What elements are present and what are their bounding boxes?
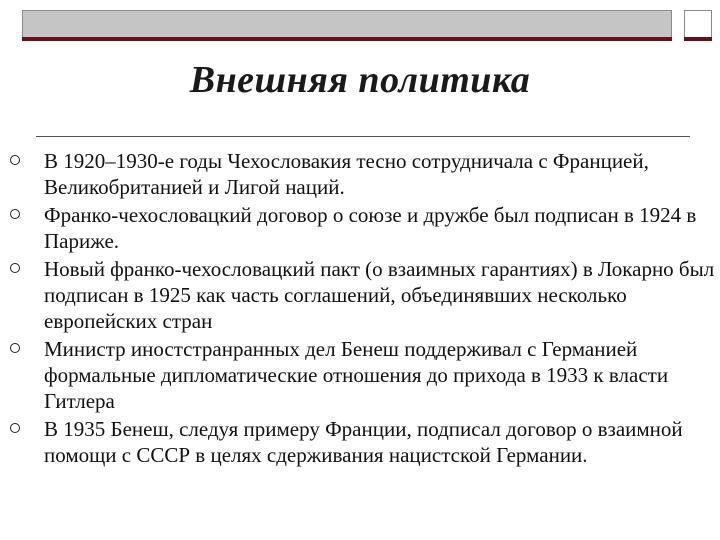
circle-bullet-icon — [10, 263, 20, 273]
bullet-list — [10, 148, 715, 470]
corner-accent-line — [684, 37, 712, 41]
circle-bullet-icon — [10, 209, 20, 219]
title-divider — [36, 136, 690, 137]
bullet-item — [10, 336, 715, 414]
bullet-text: Франко-чехословацкий договор о союзе и дружбе был подписан в 1924 в Париже. — [44, 203, 697, 253]
circle-bullet-icon — [10, 155, 20, 165]
circle-bullet-icon — [10, 343, 20, 353]
bullet-text: В 1920–1930-е годы Чехословакия тесно сотрудничала с Францией, Великобританией и Лигой наций. — [44, 149, 649, 199]
circle-bullet-icon — [10, 423, 20, 433]
bullet-text: Новый франко-чехословацкий пакт (о взаимных гарантиях) в Локарно был подписан в 1925 как часть соглашений, объединявших несколько европейских стран — [44, 257, 715, 333]
header-bar — [22, 10, 672, 38]
corner-square — [684, 10, 712, 38]
bullet-item — [10, 256, 715, 334]
bullet-item — [10, 416, 715, 468]
bullet-text: В 1935 Бенеш, следуя примеру Франции, подписал договор о взаимной помощи с СССР в целях сдерживания нацистской Германии. — [44, 417, 683, 467]
slide-title: Внешняя политика — [189, 59, 531, 101]
bullet-item — [10, 202, 715, 254]
header-accent-line — [22, 37, 672, 41]
bullet-item — [10, 148, 715, 200]
bullet-text: Министр иностстранранных дел Бенеш поддерживал с Германией формальные дипломатические отношения до прихода в 1933 к власти Гитлера — [44, 337, 669, 413]
